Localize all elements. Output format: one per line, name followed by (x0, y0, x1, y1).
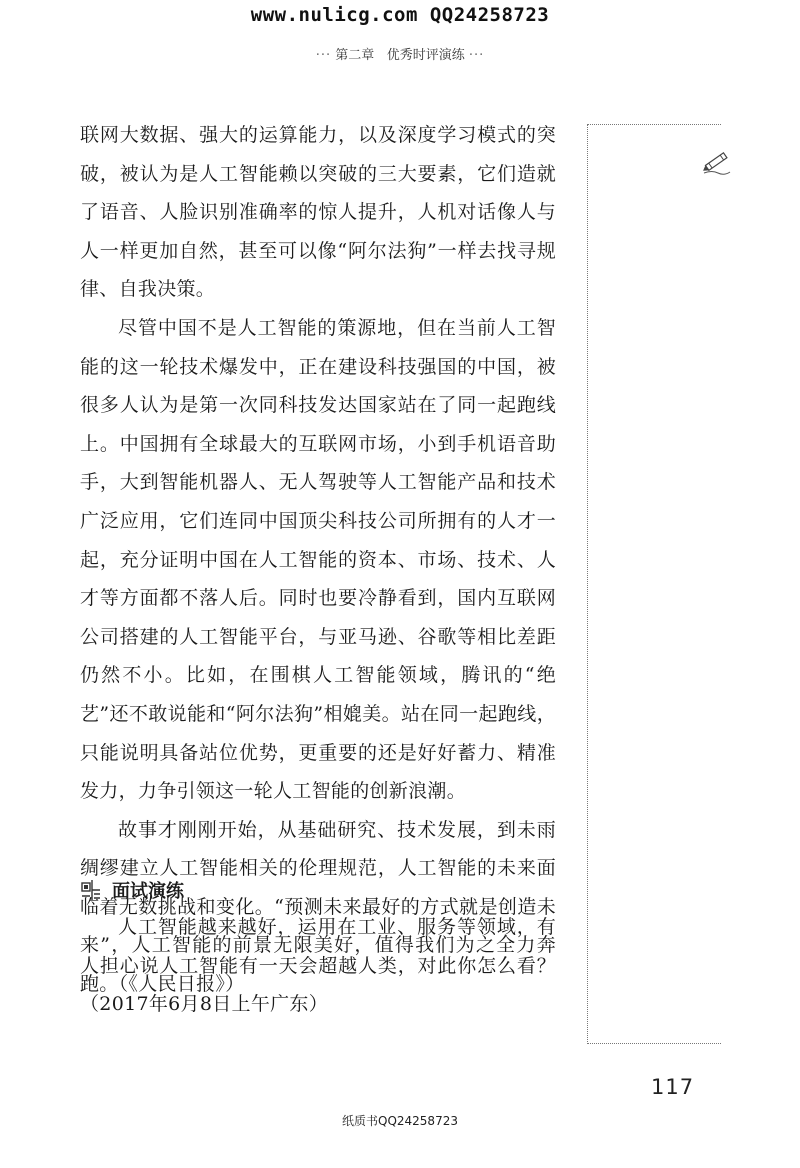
article-body (80, 116, 556, 1004)
interview-question: 人工智能越来越好，运用在工业、服务等领域，有人担心说人工智能有一天会超越人类，对此你怎么看？（2017年6月8日上午广东） (80, 916, 556, 1016)
article-paragraph: 尽管中国不是人工智能的策源地，但在当前人工智能的这一轮技术爆发中，正在建设科技强国的中国，被很多人认为是第一次同科技发达国家站在了同一起跑线上。中国拥有全球最大的互联网市场，小到手机语音助手，大到智能机器人、无人驾驶等人工智能产品和技术广泛应用，它们连同中国顶尖科技公司所拥有的人才一起，充分证明中国在人工智能的资本、市场、技术、人才等方面都不落人后。同时也要冷静看到，国内互联网公司搭建的人工智能平台，与亚马逊、谷歌等相比差距仍然不小。比如，在围棋人工智能领域，腾讯的“绝艺”还不敢说能和“阿尔法狗”相媲美。站在同一起跑线，只能说明具备站位优势，更重要的还是好好蓄力、精准发力，力争引领这一轮人工智能的创新浪潮。 (80, 316, 556, 803)
watermark-top: www.nulicg.com QQ24258723 (250, 4, 550, 26)
chapter-label: 第二章 (335, 48, 375, 63)
watermark-bottom: 纸质书QQ24258723 (342, 1114, 458, 1128)
section-heading (80, 872, 556, 908)
running-head-dots-left: ··· (315, 48, 332, 63)
interview-section (80, 872, 556, 1024)
notes-margin-box (587, 124, 721, 1044)
section-title: 面试演练 (112, 881, 184, 902)
page-number: 117 (651, 1075, 695, 1099)
chapter-title: 优秀时评演练 (386, 48, 465, 63)
article-paragraph: 故事才刚刚开始，从基础研究、技术发展，到未雨绸缪建立人工智能相关的伦理规范，人工智能的未来面临着无数挑战和变化。“预测未来最好的方式就是创造未来”，人工智能的前景无限美好，值得我们为之全力奔跑。（《人民日报》） (80, 818, 556, 996)
running-head (0, 44, 800, 63)
pen-icon (700, 144, 734, 178)
running-head-dots-right: ··· (468, 48, 485, 63)
article-paragraph: 联网大数据、强大的运算能力，以及深度学习模式的突破，被认为是人工智能赖以突破的三大要素，它们造就了语音、人脸识别准确率的惊人提升，人机对话像人与人一样更加自然，甚至可以像“阿尔法狗”一样去找寻规律、自我决策。 (80, 124, 556, 301)
interview-icon (80, 878, 102, 902)
